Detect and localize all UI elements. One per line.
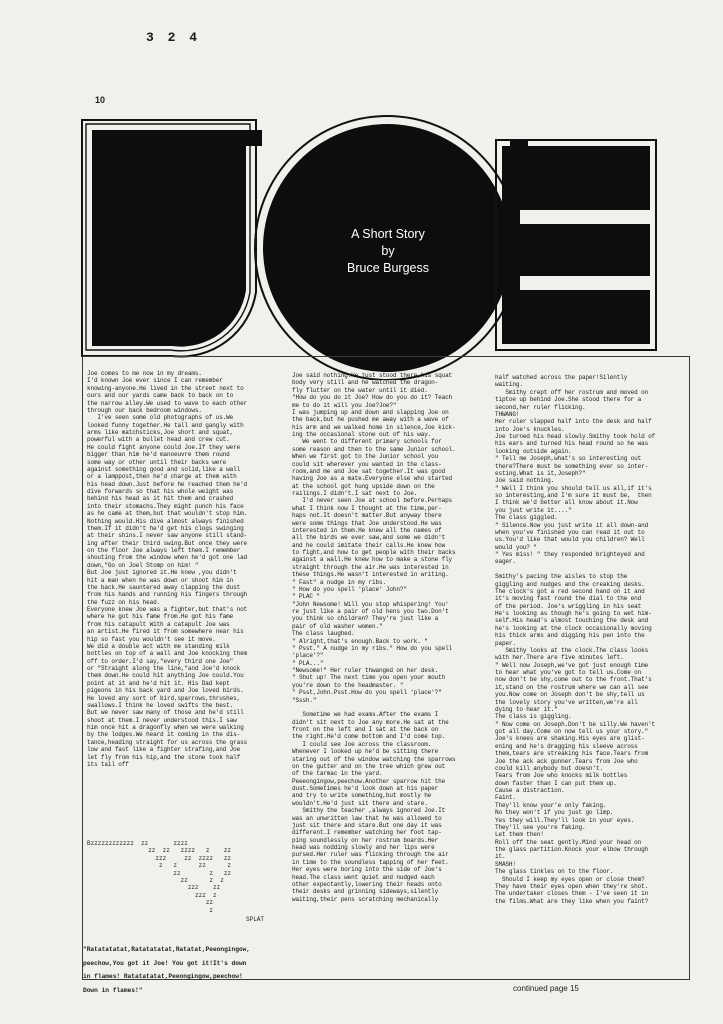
text-line: "Ratatatatat,Ratatatatat,Ratatat,Peeongingow,	[83, 946, 251, 954]
dragonfly-flight-art	[83, 828, 283, 938]
text-line: head was nodding slowly and her lips were	[292, 844, 435, 851]
text-line: They'll know your'e only faking.	[495, 801, 607, 809]
text-line: were some things that Joe understood.He was	[292, 519, 442, 527]
joe-title-art	[0, 0, 723, 380]
text-line: " PLAC "	[292, 593, 320, 601]
text-line: and try to write something,but mostly he	[292, 792, 432, 800]
text-line: Tears from Joe who knocks milk bottles	[495, 772, 628, 780]
text-line: some way or other until their backs were	[87, 458, 227, 466]
text-line: I could see Joe across the classroom.	[292, 740, 432, 748]
text-line: Her ruler slapped half into the desk and half	[495, 418, 652, 426]
text-line: pigeons in his back yard and Joe loved birds.	[87, 687, 244, 695]
text-line: having Joe as a mate.Everyone else who started	[292, 475, 453, 483]
text-line: They'll see you're faking.	[495, 823, 586, 831]
text-line: it,stand on the rostrum where we can all see	[495, 683, 649, 691]
text-line: off to order.I'd say,"every third one Joe"	[87, 657, 234, 665]
text-line: his arm and we walked home in silence,Joe kick-	[292, 423, 456, 431]
text-line: him once hit a dragonfly when we were walking	[87, 724, 244, 731]
text-line: Whenever I looked up he'd be sitting there	[292, 748, 439, 756]
text-line: I've seen some old photographs of us.We	[87, 414, 234, 422]
text-line: Let them then!	[495, 831, 544, 839]
text-line: " Tell me Joseph,what's so interesting out	[495, 455, 642, 463]
text-line: half watched across the paper!Silently	[495, 374, 628, 381]
text-line: hip so fast you wouldn't see it move.	[87, 635, 216, 643]
text-line: staring out of the window watching the sparrows	[292, 755, 456, 763]
text-line: He could fight anyone could Joe.If they were	[87, 443, 241, 451]
text-line: you're down to the headmaster. "	[292, 681, 404, 689]
text-line: on the gutter and on the tree which grew out	[292, 762, 446, 770]
text-line: paper.	[495, 639, 516, 647]
text-line: They have their eyes open when they're shot.	[495, 882, 649, 890]
text-line: When we first got to the Junior school you	[292, 453, 439, 461]
text-line: bigger than him he'd manoeuvre them round	[87, 451, 230, 459]
text-line: ours and our yards came back to back on to	[87, 392, 234, 400]
author-name: Bruce Burgess	[347, 261, 429, 275]
text-line: just sit there and stare.But one day it was	[292, 821, 442, 829]
text-line: Faint.	[495, 794, 516, 802]
text-line: We went to different primary schools for	[292, 438, 442, 446]
text-line: Joe said nothing.He just stood there,his squat	[292, 372, 453, 379]
text-line: them down.He could hit anything Joe could.You	[87, 672, 244, 680]
text-line: railings.I didn't.I sat next to Joe.	[292, 490, 418, 497]
text-line: " Now come on Joseph.Don't be silly.We haven't	[495, 720, 656, 728]
text-line: or "Straight along the line,"and Joe'd knock	[87, 665, 241, 672]
text-line: eager.	[495, 558, 516, 566]
text-line: body very still and he watched the dragon-	[292, 379, 439, 387]
text-line: He loved any sort of bird,sparrows,thrushes,	[87, 694, 241, 702]
text-line: interested in them.He knew all the names of	[292, 526, 442, 534]
text-line: against something good and solid,like a wall	[87, 465, 241, 473]
text-line: "Sssh."	[292, 696, 317, 704]
text-line: hit a man when he was down or shoot him in	[87, 576, 234, 584]
text-line: esting.What is it,Joseph?"	[495, 469, 586, 477]
subtitle-line: by	[381, 244, 395, 258]
text-line: and he could imitate their calls.He knew how	[292, 541, 446, 549]
text-line: THWANG!	[495, 410, 520, 418]
text-line: you think so children? They're just like a	[292, 615, 439, 623]
text-line: dying to hear it."	[495, 705, 558, 713]
text-line: didn't sit next to Joe any more.He sat at the	[292, 718, 449, 726]
text-line: pursed.Her ruler was flicking through the air	[292, 851, 449, 859]
text-line: arms like matchsticks,Joe short and squat,	[87, 429, 234, 436]
text-line: The clock's got a red second hand on it and	[495, 587, 645, 595]
text-line: where he got his fame from.He got his fame	[87, 613, 234, 621]
text-line: " Well I think you should tell us all,if it's	[495, 484, 652, 492]
text-line: us.You'd like that would you children? Well	[495, 536, 645, 544]
text-line: He's looking as though he's going to wet him-	[495, 610, 652, 617]
text-line: fly flutter on the water until it died.	[292, 386, 428, 394]
text-line: Joe the ack ack gunner.Tears from Joe who	[495, 757, 638, 765]
text-line: " Psst." A nudge in my ribs." How do you spell	[292, 644, 453, 652]
text-line: some reason and then to the same Junior school.	[292, 445, 456, 453]
text-line: on the floor Joe always left them.I remember	[87, 547, 241, 554]
text-line: it.	[495, 853, 506, 861]
text-line: through our back bedroom windows.	[87, 406, 202, 414]
text-line: ing after their third swing.But once they were	[87, 539, 248, 547]
text-line: " PLA..."	[292, 659, 324, 667]
text-line: he's looking at the clock occasionally moving	[495, 624, 652, 632]
text-line: Down in flames!"	[83, 986, 143, 994]
text-line: Smithy the teacher ,always ignored Joe.It	[292, 807, 446, 815]
text-line: dive forwards so that his whole weight was	[87, 488, 234, 495]
text-line: knowing-anyone.He lived in the street next to	[87, 384, 244, 392]
text-line: other expectantly,lowering their heads onto	[292, 880, 442, 888]
text-line: the back,but he pushed me away with a wave of	[292, 416, 449, 424]
text-line: the lovely story you've written,we're all	[495, 698, 638, 706]
text-line: Joe turned his head slowly.Smithy took hold of	[495, 433, 656, 440]
text-line: But Joe just ignored it.He knew ,you didn't	[87, 569, 237, 577]
text-line: I'd known Joe ever since I can remember	[87, 377, 223, 385]
text-line: Smithy looks at the clock.The class looks	[495, 646, 649, 654]
text-line	[495, 566, 685, 573]
text-line: waiting.	[495, 381, 523, 389]
text-line: Joe comes to me now in my dreams.	[87, 370, 202, 377]
text-line: as he came at them,but that wouldn't stop him.	[87, 510, 248, 518]
text-line: ing the occasional stone out of his way.	[292, 431, 432, 438]
text-line: straight through the air.He was interested in	[292, 563, 449, 571]
text-line: in flames! Ratatatatat,Peeongingow,peechow!	[83, 973, 243, 981]
continued-note: continued page 15	[513, 984, 579, 993]
text-line: at their shins.I never saw anyone still stand-	[87, 532, 248, 540]
text-line: head.The class went quiet and nudged each	[292, 873, 435, 881]
text-line: could sit wherever you wanted in the class-	[292, 460, 442, 468]
text-line: The undertaker closes them - I've seen it in	[495, 890, 649, 898]
text-line: giggling and nudges and the creaking desks.	[495, 580, 645, 588]
text-line: The glass tinkles on to the floor.	[495, 868, 614, 876]
text-line: the fuzz on his head.	[87, 598, 161, 606]
text-line: We did a double act with me standing milk	[87, 642, 230, 650]
text-line: But we never saw many of those and he'd still	[87, 709, 244, 717]
text-line: "How do you do it Joe? How do you do it? Teach	[292, 394, 453, 402]
text-line: low and fast like a fighter strafing,and Joe	[87, 746, 241, 754]
text-line: or a lamppost,then he'd charge at them with	[87, 473, 237, 481]
text-line: Everyone knew Joe was a fighter,but that's not	[87, 606, 248, 613]
text-line: of the period. Joe's wriggling in his seat	[495, 602, 642, 610]
text-line: the glass partition.Knock your elbow through	[495, 846, 649, 853]
text-line: point at it and he'd hit it. His Dad kept	[87, 679, 230, 687]
story-column-1	[87, 370, 277, 768]
text-line: its tail off	[87, 760, 129, 768]
text-line: 'place'?"	[292, 652, 324, 660]
text-line: them.If it didn't he'd get his clogs swinging	[87, 524, 244, 532]
text-line: Smithy's pacing the aisles to stop the	[495, 573, 628, 581]
text-line: the narrow alley.We used to wave to each other	[87, 399, 248, 407]
text-line: Joe's knees are shaking.His eyes are glist-	[495, 735, 645, 743]
text-line: shouting from the window when he'd got one lad	[87, 554, 248, 562]
text-line: an artist.He fired it from somewhere near his	[87, 628, 244, 636]
buzz-path: Bzzzzzzzzzzzz zz zzzz zz zz zzzz z zz zzz zz zzzz zz z z zz z zz z zz zz z z zzz zz zzz z zz z	[87, 840, 232, 914]
text-line: " Yes miss! " they responded brighteyed and	[495, 551, 645, 558]
text-line: now don't be shy,come out to the front.That's	[495, 676, 652, 684]
text-line: behind his head as it hit them and crashed	[87, 495, 234, 503]
text-line: looking outside again.	[495, 447, 572, 455]
text-line: what I think now I thought at the time,per-	[292, 504, 442, 512]
text-line: Nothing would.His dive almost always finished	[87, 517, 244, 525]
text-line: at the school got hung upside down on the	[292, 482, 435, 490]
text-line: " Silence.Now you just write it all down-and	[495, 521, 649, 529]
text-line: tance,heading straight for us across the grass	[87, 738, 248, 746]
text-line: bottles on top of a wall and Joe knocking them	[87, 650, 248, 658]
text-line: the back.He sauntered away clapping the dust	[87, 583, 241, 591]
text-line: by the lodges.We heard it coming in the dis-	[87, 731, 241, 739]
text-line: Her eyes were boring into the side of Joe's	[292, 866, 442, 874]
text-line: ping soundlessly on her rostrum boards.Her	[292, 836, 439, 844]
text-line: Roll off the seat gently.Mind your head on	[495, 838, 642, 846]
text-line: looked funny together.He tall and gangly with	[87, 421, 244, 429]
text-line: Smithy crept off her rostrum and moved on	[495, 388, 649, 396]
story-column-3	[495, 374, 685, 905]
text-line: let fly from his hip,and the stone took half	[87, 753, 241, 761]
text-line: "John Newsome! Will you stop whispering! You'	[292, 600, 449, 608]
page-number: 3 2 4	[146, 30, 201, 45]
text-line: haps not.It doesn't matter.But anyway there	[292, 512, 442, 520]
text-line: swallows.I think he loved swifts the best.	[87, 701, 234, 709]
text-line: was an unwritten law that he was allowed to	[292, 814, 442, 822]
text-line: "Newsome!" Her ruler thwanged on her desk.	[292, 667, 439, 674]
title-byline	[318, 226, 458, 277]
text-line: the right.He'd come bottom and I'd come top.	[292, 733, 446, 741]
text-line: against a wall.He knew how to make a stone fly	[292, 556, 453, 564]
text-line: dust.Sometimes he'd look down at his paper	[292, 785, 439, 792]
text-line: down,"Go on Joel Stomp on him! "	[87, 561, 199, 569]
text-line: ening and he's dragging his sleeve across	[495, 742, 638, 750]
text-line: pair of old washer women."	[292, 622, 383, 630]
text-line: peechow,You got it Joe! You got it!It's down	[83, 959, 247, 967]
text-line: Joe said nothing.	[495, 477, 555, 485]
text-line: there?There must be something ever so inter-	[495, 462, 649, 470]
text-line: " Shut up! The next time you open your mouth	[292, 674, 446, 682]
text-line: Sometime we had exams.After the exams I	[292, 711, 439, 719]
text-line: second,her ruler flicking.	[495, 403, 586, 411]
text-line: the films.What are they like when you faint?	[495, 897, 649, 905]
text-line: " Psst,John.Psst.How do you spell 'place'?"	[292, 689, 442, 697]
text-line: " Well now Joseph,we've got just enough time	[495, 661, 649, 669]
text-line: these things.He wasn't interested in writing.	[292, 571, 449, 579]
text-line: The class is giggling.	[495, 713, 572, 721]
text-line: powerful with a bullet head and crew cut.	[87, 436, 230, 444]
text-line: different.I remember watching her foot tap-	[292, 829, 442, 837]
text-line: front on the left and I sat at the back on	[292, 726, 439, 733]
text-line: when you've finished you can read it out to	[495, 528, 645, 536]
text-line: got all day.Come on now tell us your story."	[495, 728, 649, 735]
text-line: would you? "	[495, 543, 537, 551]
text-line: you just write it...."	[495, 506, 572, 514]
text-line: Should I keep my eyes open or close them?	[495, 875, 645, 883]
text-line: tiptoe up behind Joe.She stood there for a	[495, 396, 642, 404]
text-line: I think we'd better all know about it.Now	[495, 499, 638, 507]
text-line: waiting,their pens scratching mechanically	[292, 895, 439, 903]
text-line	[292, 704, 490, 711]
text-line: room,and me and Joe sat together.It was good	[292, 467, 446, 475]
text-line: Peeeongingow,peechow.Another sparrow hit the	[292, 777, 446, 785]
ack-ack-caption	[83, 940, 283, 1001]
text-line: into their stomachs.They might punch his face	[87, 502, 244, 510]
text-line: " How do you spell 'place' John?"	[292, 585, 407, 593]
text-line: with her.There are five minutes left.	[495, 654, 624, 662]
text-line: I was jumping up and down and slapping Joe on	[292, 408, 449, 416]
text-line: " Fast" a nudge in my ribs.	[292, 578, 386, 586]
text-line: me to do it will you Joe?Joe?"	[292, 401, 397, 409]
text-line: so interesting,and I'm sure it must be, then	[495, 492, 652, 499]
text-line: Yes they will.They'll look in your eyes.	[495, 816, 635, 824]
text-line: to fight,and how to get people with their backs	[292, 549, 456, 556]
text-line: in time to the soundless tapping of her feet.	[292, 858, 449, 866]
corner-mark: 10	[95, 95, 106, 105]
text-line: SMASH!	[495, 860, 516, 868]
text-line: from his hands and running his fingers through	[87, 591, 248, 599]
text-line: shoot at them.I never understood this.I saw	[87, 716, 237, 724]
text-line: you.Now come on Joseph don't be shy,tell us	[495, 691, 645, 699]
subtitle-line: A Short Story	[351, 227, 425, 241]
text-line: No they won't if you just go limp.	[495, 809, 614, 817]
text-line: wouldn't.He'd just sit there and stare.	[292, 799, 428, 807]
text-line: from his catapult With a catapult Joe was	[87, 620, 230, 628]
text-line: The class laughed.	[292, 630, 355, 638]
text-line: The class giggled.	[495, 514, 558, 522]
text-line: I'd never seen Joe at school before.Perhaps	[292, 497, 453, 505]
text-line: his ears and turned his head round so he was	[495, 440, 649, 448]
text-line: re just like a pair of old hens you two.Don't	[292, 608, 449, 615]
text-line: his thick arms and digging his pen into the	[495, 632, 645, 640]
text-line: his head down.Just before he reached them he'd	[87, 480, 248, 488]
text-line: them,tears are streaking his face.Tears from	[495, 750, 649, 758]
story-column-2	[292, 372, 490, 903]
text-line: self.His head's almost touching the desk and	[495, 617, 649, 625]
text-line: into Joe's knuckles.	[495, 425, 565, 433]
text-line: Cause a distraction.	[495, 787, 565, 794]
text-line: could kill anybody but doesn't.	[495, 764, 603, 772]
splat-label: SPLAT	[246, 916, 265, 923]
text-line: " Alright,that's enough.Back to work. "	[292, 637, 428, 645]
text-line: to hear what you've got to tell us.Come on	[495, 669, 642, 676]
text-line: their desks and grinning sideways,silently	[292, 888, 439, 896]
text-line: down faster than I can put them up.	[495, 779, 617, 787]
text-line: all the birds we ever saw,and some we didn't	[292, 534, 446, 542]
text-line: of the tarmac in the yard.	[292, 770, 383, 778]
text-line: it's moving fast round the dial to the end	[495, 595, 642, 603]
